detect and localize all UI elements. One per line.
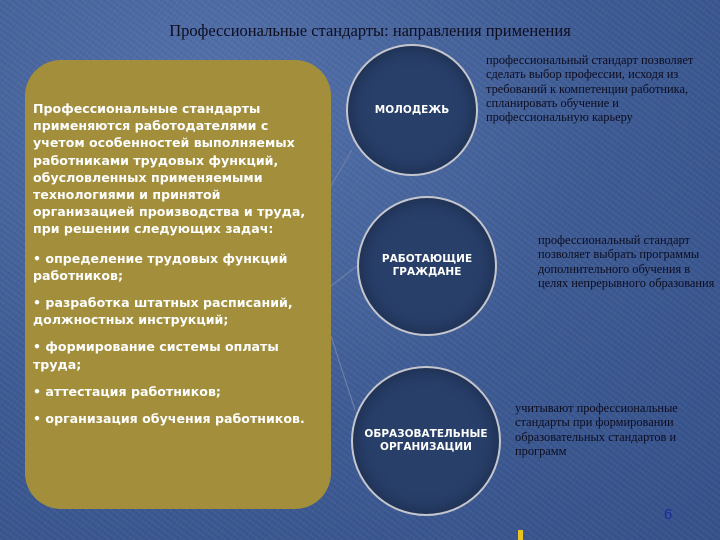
connector-line-middle [331,266,357,286]
note-educational-organizations: учитывают профессиональные стандарты при формировании образовательных стандартов и программ [515,401,678,458]
circle-working-citizens [357,196,497,336]
connector-line-bottom [331,336,355,410]
left-panel [25,60,331,509]
circle-working-citizens-label: РАБОТАЮЩИЕ ГРАЖДАНЕ [381,253,473,278]
panel-bullet-item: • разработка штатных расписаний, должностных инструкций; [33,295,293,328]
note-working-citizens: профессиональный стандарт позволяет выбрать программы дополнительного обучения в целях непрерывного образования [538,233,715,290]
accent-bar [518,530,523,540]
panel-bullet-item: • определение трудовых функций работников; [33,250,288,283]
panel-intro-text: Профессиональные стандарты применяются работодателями с учетом особенностей выполняемых работниками трудовых функций, обусловленных применяемыми технологиями и принятой организацией производства и труда, при решении следующих задач: [33,101,306,237]
circle-educational-organizations-label: ОБРАЗОВАТЕЛЬНЫЕ ОРГАНИЗАЦИИ [364,428,488,453]
page-number: 6 [664,506,673,523]
connector-line-top [331,150,352,186]
note-youth: профессиональный стандарт позволяет сделать выбор профессии, исходя из требований к компетенции работника, спланировать обучение и профессиональную карьеру [486,53,694,125]
panel-bullet-item: • аттестация работников; [33,383,221,399]
panel-bullet-item: • формирование системы оплаты труда; [33,339,279,372]
panel-bullet-item: • организация обучения работников. [33,411,305,427]
circle-youth [346,44,478,176]
slide-title: Профессиональные стандарты: направления применения [169,21,571,40]
circle-educational-organizations [351,366,501,516]
circle-youth-label: МОЛОДЕЖЬ [374,103,450,116]
